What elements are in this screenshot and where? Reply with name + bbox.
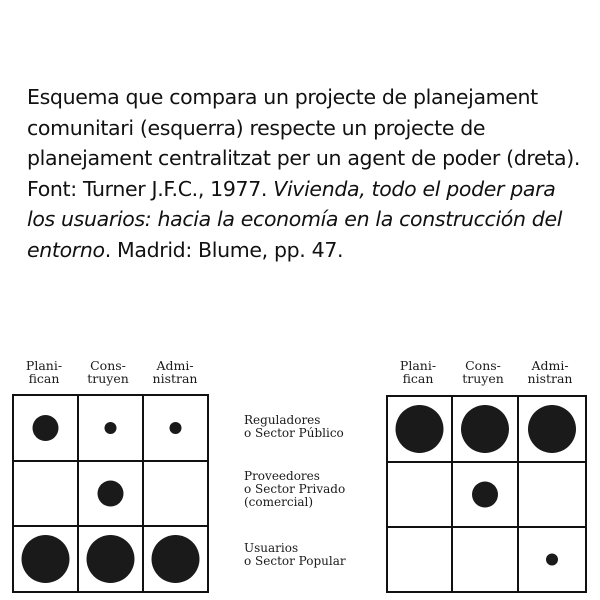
caption-publisher: . Madrid: Blume, pp. 47. [104,237,344,262]
row-label-proveedores: Proveedores o Sector Privado (comercial) [244,469,346,509]
left-dot-reguladores-construyen [105,422,117,434]
right-header-construyen: Cons- truyen [462,358,504,386]
right-dot-proveedores-construyen [472,482,498,508]
right-header-planifican: Plani- fican [399,358,437,386]
right-grid [387,396,586,592]
right-dot-usuarios-administran [546,554,558,566]
left-header-administran: Admi- nistran [152,358,198,386]
left-dot-reguladores-administran [170,422,182,434]
caption-line-2: comunitari (esquerra) respecte un projecte de [27,115,486,140]
caption-book-title-3: entorno [27,237,105,262]
left-dot-usuarios-construyen [87,535,135,583]
caption-book-title-1: Vivienda, todo el poder para [273,176,556,201]
left-grid [13,395,208,592]
row-label-reguladores: Reguladores o Sector Público [244,413,344,440]
left-header-planifican: Plani- fican [25,358,63,386]
left-dot-reguladores-planifican [33,415,59,441]
left-header-construyen: Cons- truyen [87,358,129,386]
caption-line-3: planejament centralitzat per un agent de poder (dreta). [27,146,581,170]
right-header-administran: Admi- nistran [527,358,573,386]
caption-book-title-2: los usuarios: hacia la economía en la construcción del [27,207,563,231]
left-dot-usuarios-administran [152,535,200,583]
caption-line-1: Esquema que compara un projecte de planejament [27,85,538,109]
right-dot-reguladores-administran [528,405,576,453]
caption-source-prefix: Font: Turner J.F.C., 1977. [27,176,274,201]
left-dot-proveedores-construyen [98,481,124,507]
right-dot-reguladores-construyen [461,405,509,453]
right-dot-reguladores-planifican [396,405,444,453]
row-label-usuarios: Usuarios o Sector Popular [244,541,346,568]
left-dot-usuarios-planifican [22,535,70,583]
